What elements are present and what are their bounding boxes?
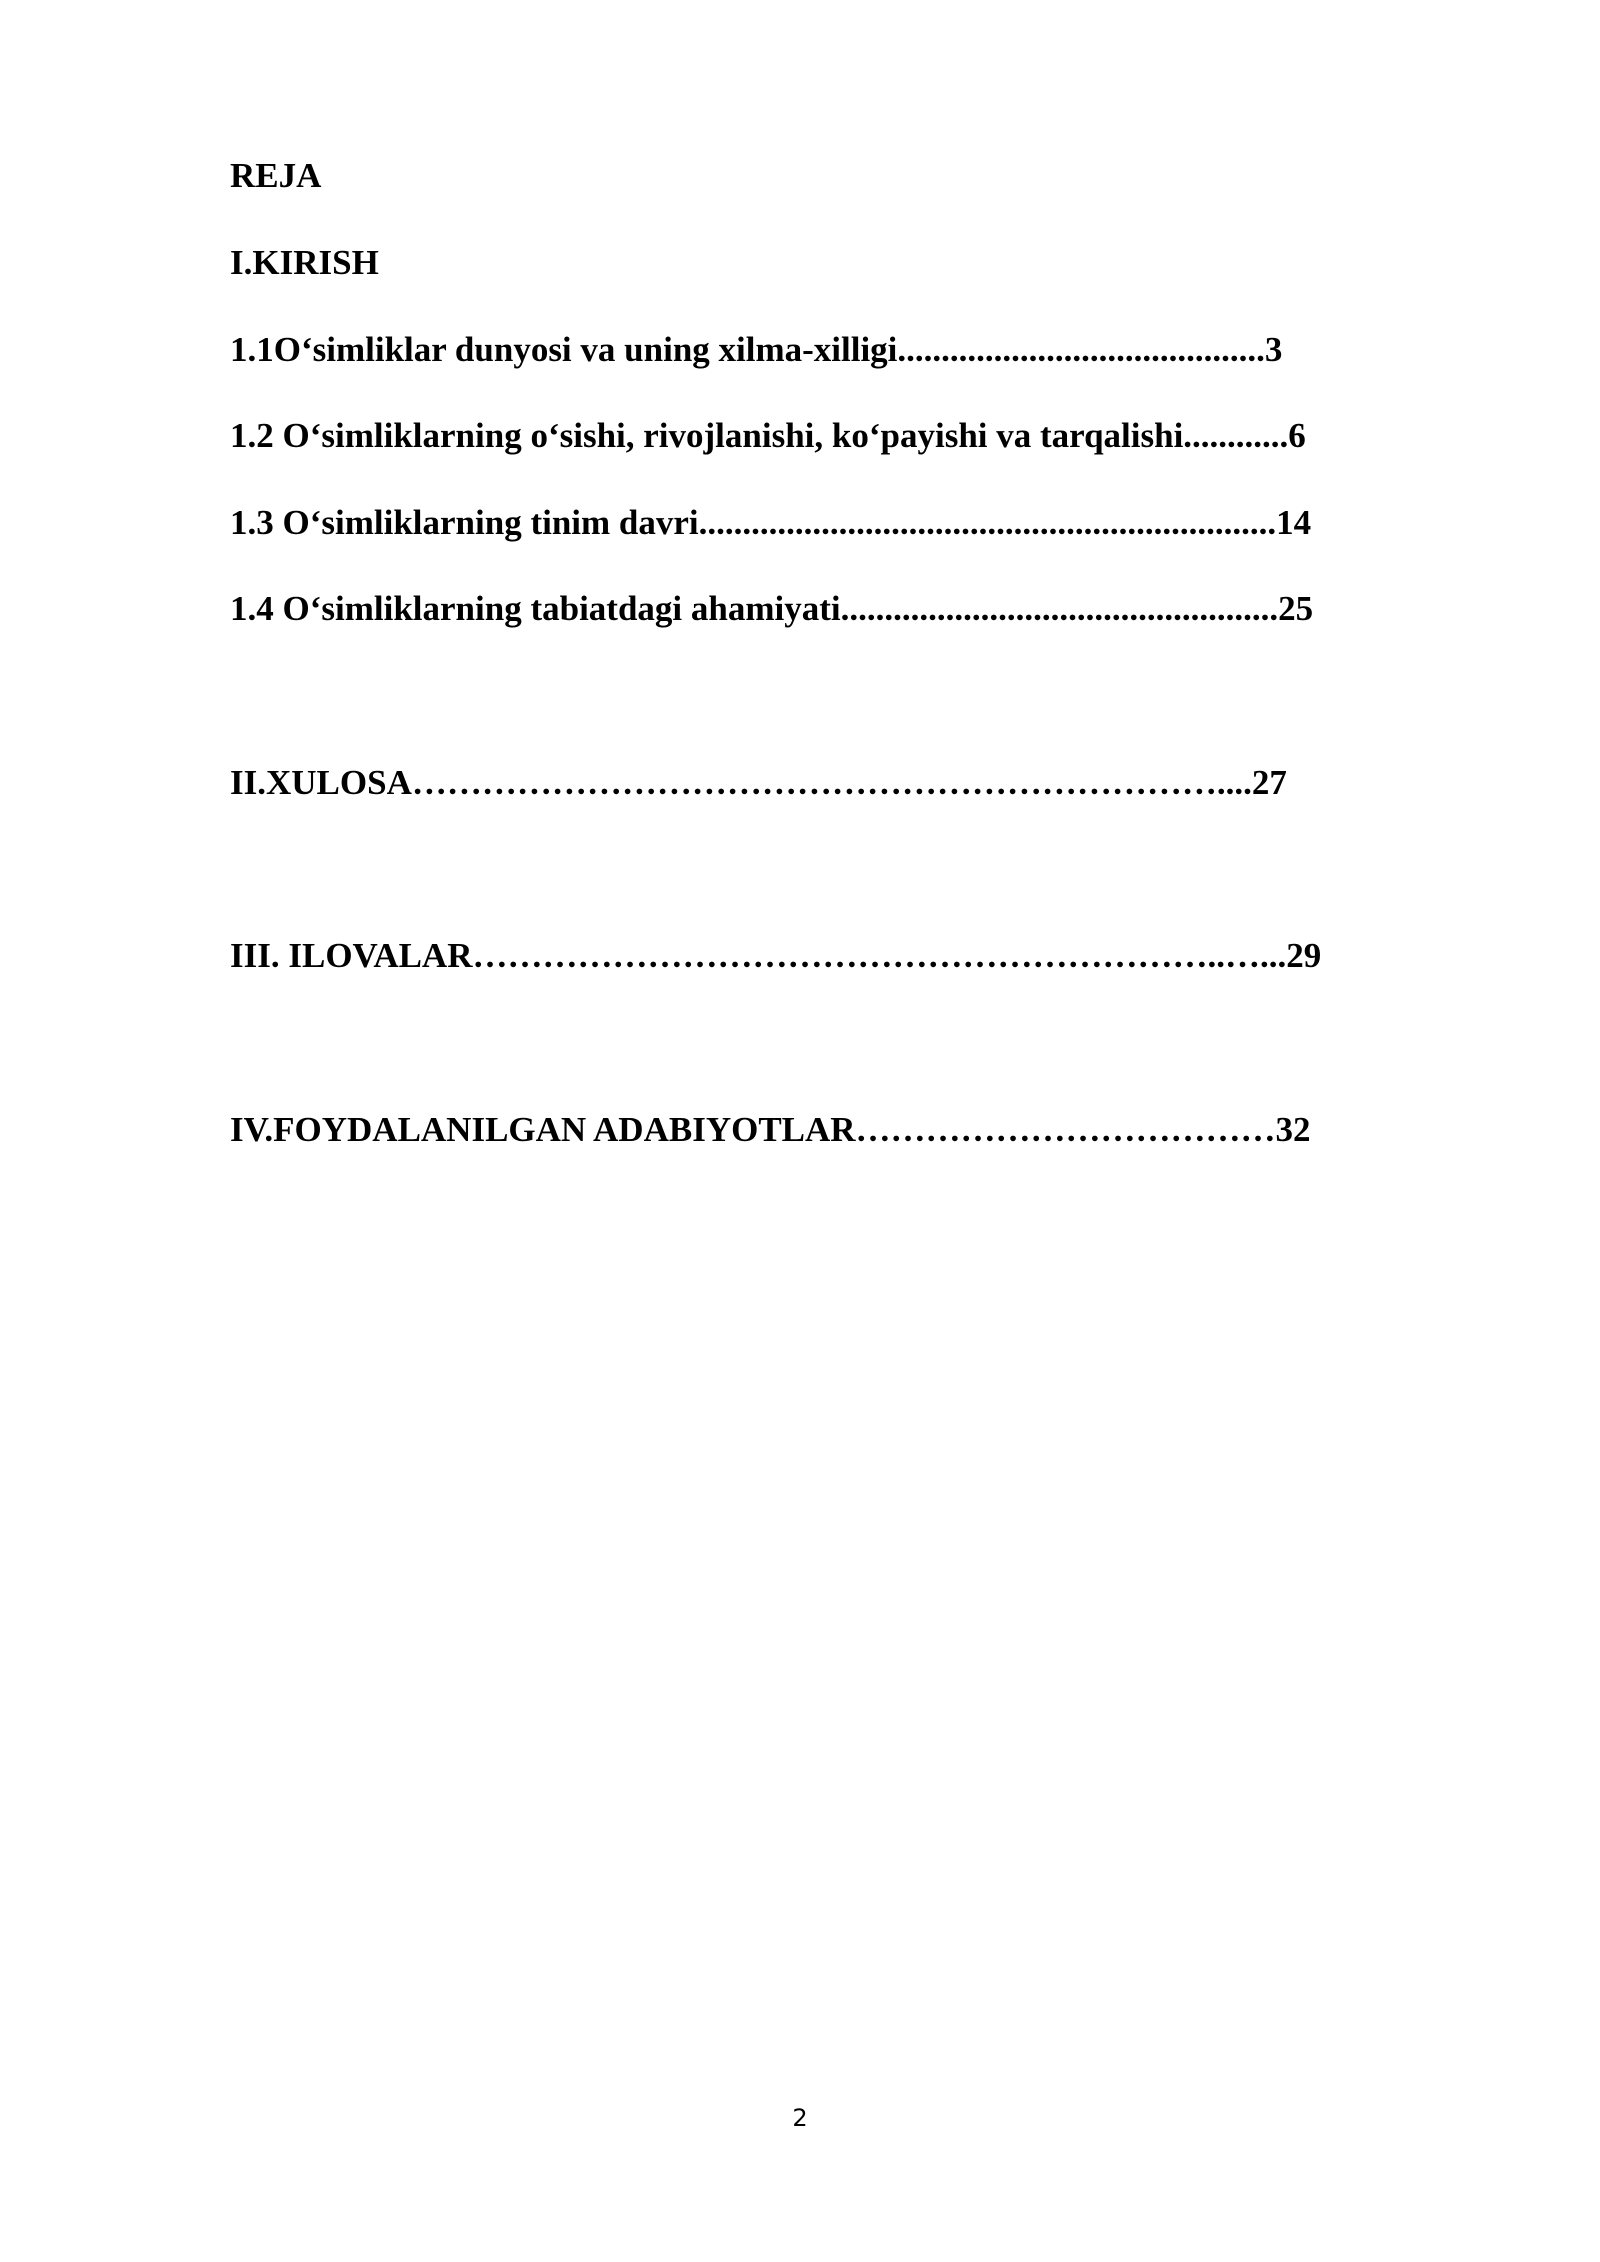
- toc-entry-1-1: 1.1O‘simliklar dunyosi va uning xilma-xilligi..........................................3: [230, 330, 1283, 369]
- toc-entry-introduction: I.KIRISH: [230, 243, 379, 282]
- toc-entry-1-3: 1.3 O‘simliklarning tinim davri..................................................................14: [230, 503, 1312, 542]
- toc-entry-references: IV.FOYDALANILGAN ADABIYOTLAR………………………………32: [230, 1110, 1311, 1149]
- toc-entry-1-2: 1.2 O‘simliklarning o‘sishi, rivojlanishi, ko‘payishi va tarqalishi............6: [230, 416, 1306, 455]
- toc-heading: REJA: [230, 156, 322, 195]
- page-number: 2: [792, 2104, 808, 2132]
- toc-entry-1-4: 1.4 O‘simliklarning tabiatdagi ahamiyati..................................................25: [230, 589, 1314, 628]
- toc-entry-conclusion: II.XULOSA……………………………………………………………....27: [230, 763, 1287, 802]
- toc-entry-appendices: III. ILOVALAR………………………………………………………..…...29: [230, 936, 1322, 975]
